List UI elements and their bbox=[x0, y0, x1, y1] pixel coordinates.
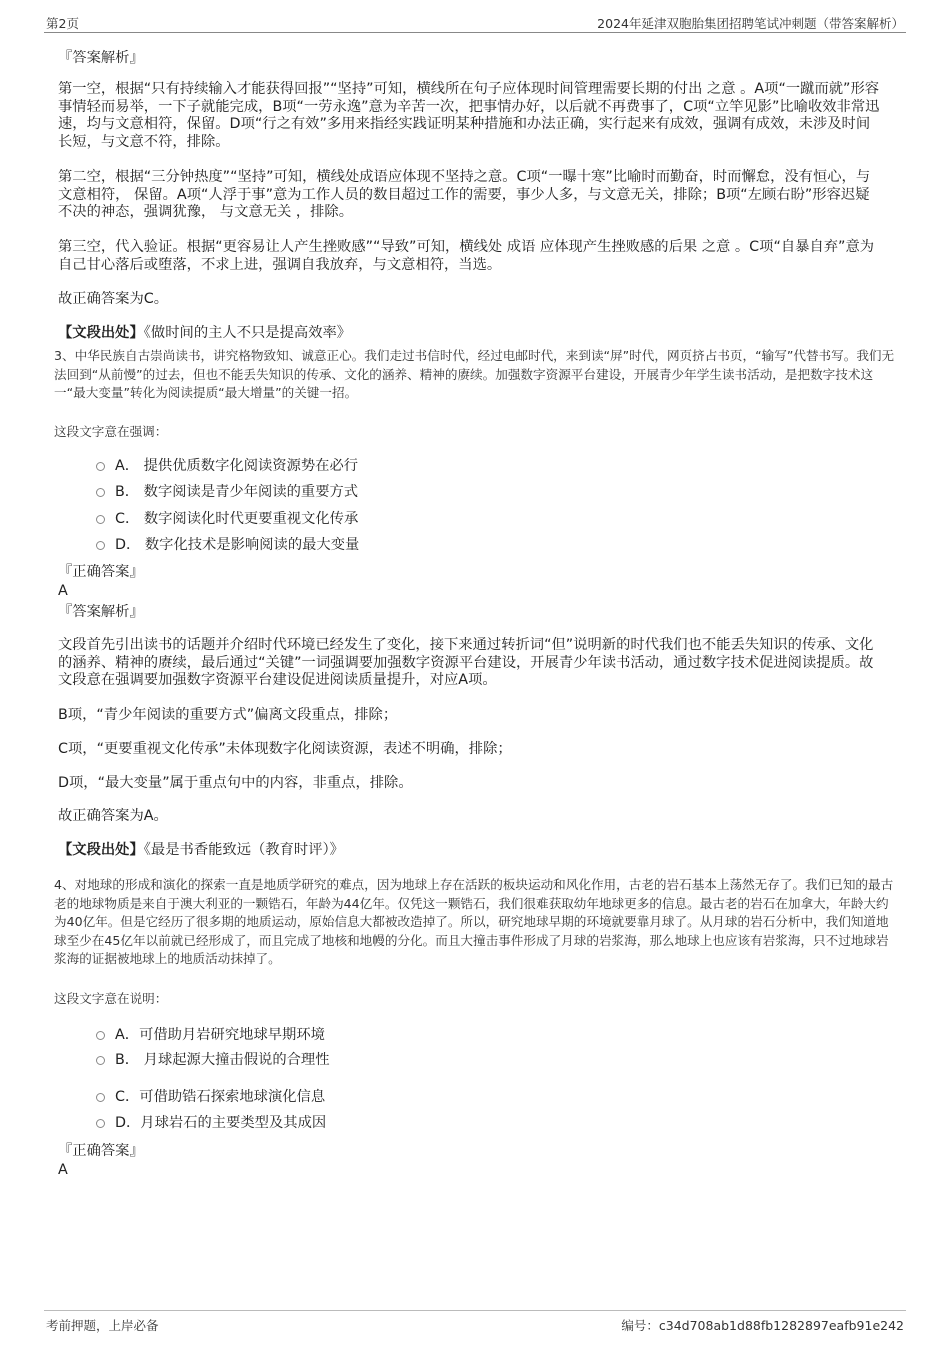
document-id: 编号：c34d708ab1d88fb1282897eafb91e242 bbox=[621, 1318, 904, 1333]
radio-icon[interactable] bbox=[96, 1119, 105, 1128]
page-header bbox=[44, 12, 906, 33]
q2-analysis-para1: 第一空，根据“只有持续输入才能获得回报”“坚持”可知，横线所在句子应体现时间管理需要长期的付出 之意 。A项“一蹴而就”形容事情轻而易举，一下子就能完成，B项“一劳永逸”意为辛苦一次，把事情办好，以后就不再费事了，C项“立竿见影”比喻收效非常迅速，均与文意相符，保留。D项“行之有效”多用来指经实践证明某种措施和办法正确，实行起来有成效，强调有成效，未涉及时间长短，与文意不符，排除。 bbox=[58, 81, 880, 150]
footer-slogan: 考前押题，上岸必备 bbox=[46, 1318, 159, 1333]
q4-prompt: 这段文字意在说明： bbox=[54, 991, 168, 1006]
q3-analysis-para1: 文段首先引出读书的话题并介绍时代环境已经发生了变化，接下来通过转折词“但”说明新的时代我们也不能丢失知识的传承、文化的涵养、精神的赓续，最后通过“关键”一词强调要加强数字资源平台建设，开展青少年读书活动，通过数字技术促进阅读提质。故文段意在强调要加强数字资源平台建设促进阅读质量提升，对应A项。 bbox=[58, 637, 874, 688]
q4-stem: 4、对地球的形成和演化的探索一直是地质学研究的难点，因为地球上存在活跃的板块运动和风化作用，古老的岩石基本上荡然无存了。我们已知的最古老的地球物质是来自于澳大利亚的一颗锆石，年龄为44亿年。仅凭这一颗锆石，我们很难获取幼年地球更多的信息。最古老的岩石在加拿大，年龄大约为40亿年。但是它经历了很多期的地质运动，原始信息大都被改造掉了。所以，研究地球早期的环境就要靠月球了。从月球的岩石分析中，我们知道地球至少在45亿年以前就已经形成了，而且完成了地核和地幔的分化。而且大撞击事件形成了月球的岩浆海，那么地球上也应该有岩浆海，只不过地球岩浆海的证据被地球上的地质活动抹掉了。 bbox=[54, 877, 894, 966]
document-title: 2024年延津双胞胎集团招聘笔试冲刺题（带答案解析） bbox=[597, 16, 904, 31]
q4-option-a[interactable]: A．可借助月岩研究地球早期环境 bbox=[96, 1026, 325, 1044]
q2-source-label: 【文段出处】 bbox=[58, 325, 144, 341]
q4-option-c[interactable]: C．可借助锆石探索地球演化信息 bbox=[96, 1088, 325, 1106]
q3-conclusion: 故正确答案为A。 bbox=[58, 808, 168, 824]
radio-icon[interactable] bbox=[96, 462, 105, 471]
q3-prompt: 这段文字意在强调： bbox=[54, 424, 168, 439]
radio-icon[interactable] bbox=[96, 488, 105, 497]
q3-source bbox=[58, 842, 344, 859]
q3-option-c[interactable]: C． 数字阅读化时代更要重视文化传承 bbox=[96, 510, 358, 528]
q3-analysis-label: 『答案解析』 bbox=[58, 604, 144, 620]
q4-answer-label: 『正确答案』 bbox=[58, 1143, 144, 1159]
radio-icon[interactable] bbox=[96, 515, 105, 524]
radio-icon[interactable] bbox=[96, 541, 105, 550]
q2-conclusion: 故正确答案为C。 bbox=[58, 291, 169, 307]
page-footer bbox=[44, 1310, 906, 1333]
q2-analysis-para3: 第三空，代入验证。根据“更容易让人产生挫败感”“导致”可知，横线处 成语 应体现产生挫败感的后果 之意 。C项“自暴自弃”意为自己甘心落后或堕落，不求上进，强调自我放弃，与文意相符，当选。 bbox=[58, 239, 875, 273]
q3-answer-label: 『正确答案』 bbox=[58, 564, 144, 580]
q3-source-text: 《最是书香能致远（教育时评）》 bbox=[143, 842, 344, 858]
q2-analysis-label: 『答案解析』 bbox=[58, 50, 144, 66]
q4-answer: A bbox=[58, 1162, 68, 1178]
q4-option-b[interactable]: B． 月球起源大撞击假说的合理性 bbox=[96, 1051, 330, 1069]
q3-option-a[interactable]: A． 提供优质数字化阅读资源势在必行 bbox=[96, 457, 358, 475]
q3-option-b[interactable]: B． 数字阅读是青少年阅读的重要方式 bbox=[96, 483, 358, 501]
radio-icon[interactable] bbox=[96, 1031, 105, 1040]
q3-answer: A bbox=[58, 583, 68, 599]
q3-analysis-para3: C项，“更要重视文化传承”未体现数字化阅读资源，表述不明确，排除； bbox=[58, 741, 512, 757]
radio-icon[interactable] bbox=[96, 1056, 105, 1065]
q3-analysis-para4: D项，“最大变量”属于重点句中的内容，非重点，排除。 bbox=[58, 775, 413, 791]
q3-source-label: 【文段出处】 bbox=[58, 842, 144, 858]
q3-option-d[interactable]: D． 数字化技术是影响阅读的最大变量 bbox=[96, 536, 359, 554]
q2-source-text: 《做时间的主人不只是提高效率》 bbox=[143, 325, 352, 341]
q2-source bbox=[58, 325, 351, 342]
q3-stem: 3、中华民族自古崇尚读书，讲究格物致知、诚意正心。我们走过书信时代，经过电邮时代，来到读“屏”时代，网页挤占书页，“输写”代替书写。我们无法回到“从前慢”的过去，但也不能丢失知识的传承、文化的涵养、精神的赓续。加强数字资源平台建设，开展青少年学生读书活动，是把数字技术这一“最大变量”转化为阅读提质“最大增量”的关键一招。 bbox=[54, 348, 895, 400]
radio-icon[interactable] bbox=[96, 1093, 105, 1102]
q4-option-d[interactable]: D．月球岩石的主要类型及其成因 bbox=[96, 1114, 326, 1132]
q2-analysis-para2: 第二空，根据“三分钟热度”“坚持”可知，横线处成语应体现不坚持之意。C项“一曝十寒”比喻时而勤奋，时而懈怠，没有恒心，与文意相符， 保留。A项“人浮于事”意为工作人员的数目超过工作的需要，事少人多，与文意无关，排除；B项“左顾右盼”形容迟疑不决的神态，强调犹豫， 与文意无关 ，排除。 bbox=[58, 169, 871, 220]
q3-analysis-para2: B项，“青少年阅读的重要方式”偏离文段重点，排除； bbox=[58, 707, 398, 723]
page-number: 第2页 bbox=[46, 16, 79, 31]
